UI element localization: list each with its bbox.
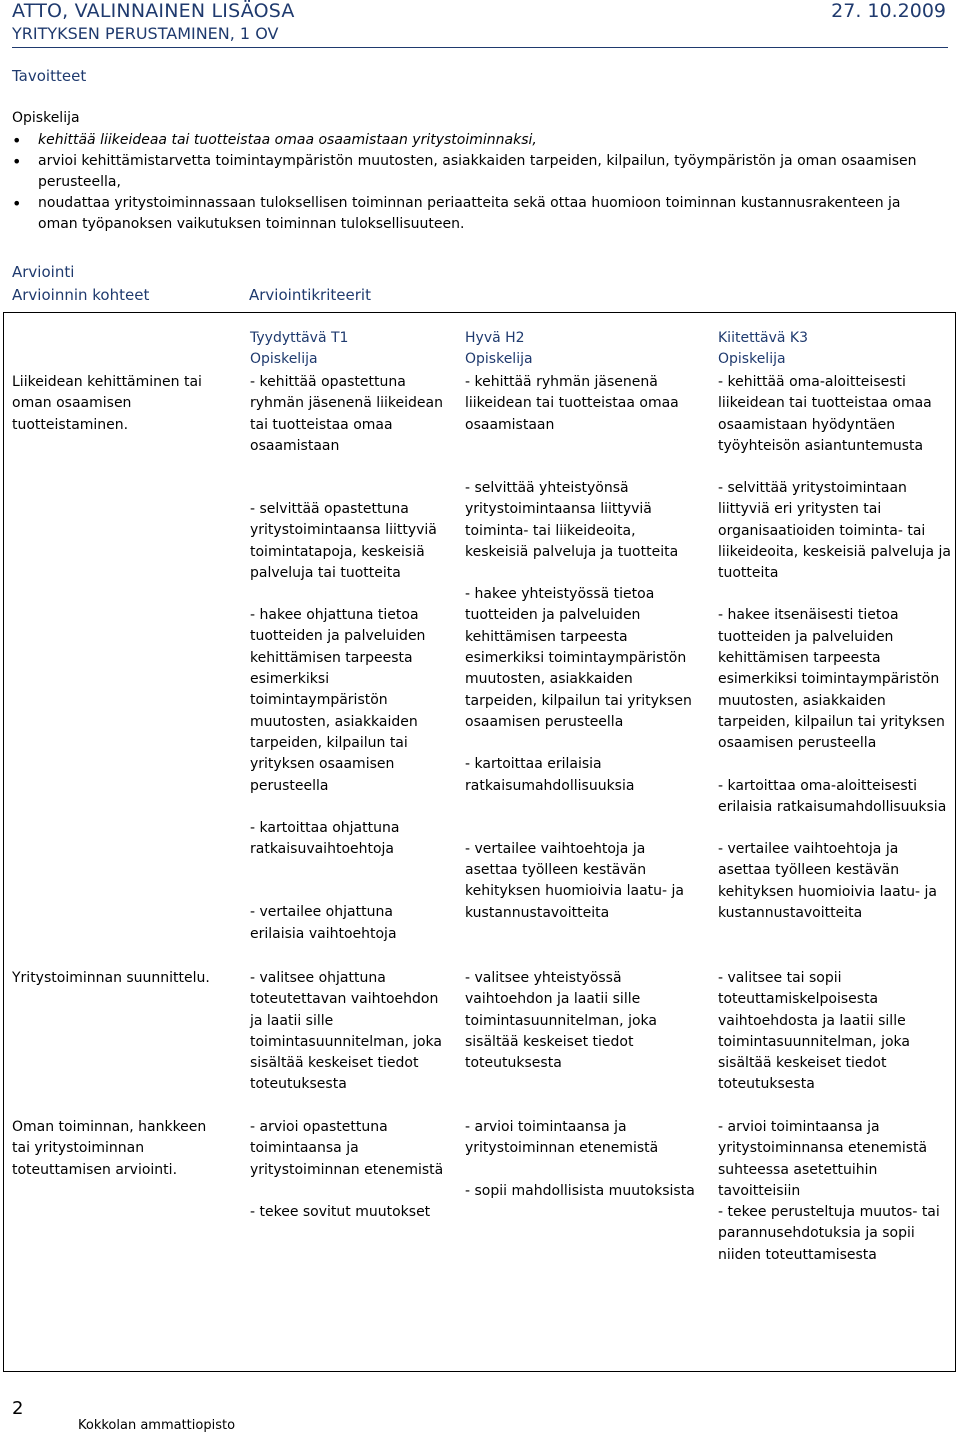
criterion: - selvittää opastettuna yritystoimintaansa liittyviä toimintatapoja, keskeisiä palveluja tai tuotteita	[250, 501, 437, 581]
goals-subject: Opiskelija	[12, 110, 80, 126]
criterion: - kehittää opastettuna ryhmän jäsenenä liikeidean tai tuotteistaa omaa osaamistaan	[250, 374, 443, 454]
criterion: - selvittää yhteistyönsä yritystoimintaansa liittyviä toiminta- tai liikeideoita, keskeisiä palveluja ja tuotteita	[465, 480, 679, 560]
header-rule	[12, 47, 948, 48]
criterion: - vertailee vaihtoehtoja ja asettaa työlleen kestävän kehityksen huomioivia laatu- ja kustannustavoitteita	[718, 841, 937, 922]
row-t1-criteria	[250, 372, 450, 457]
row-k3-criteria	[718, 1117, 950, 1266]
goals-list	[4, 130, 934, 235]
row-target: Oman toiminnan, hankkeen tai yritystoiminnan toteuttamisen arviointi.	[12, 1119, 207, 1178]
footer-organization: Kokkolan ammattiopisto	[78, 1418, 236, 1433]
criterion: - kartoittaa ohjattuna ratkaisuvaihtoehtoja	[250, 819, 400, 858]
row-k3-criteria	[718, 968, 923, 1096]
criterion: - kehittää oma-aloitteisesti liikeidean tai tuotteistaa omaa osaamistaan hyödyntäen työyhteisön asiantuntemusta	[718, 374, 932, 454]
criterion: - tekee perusteltuja muutos- tai parannusehdotuksia ja sopii niiden toteuttamisesta	[718, 1204, 940, 1263]
level-subject: Opiskelija	[465, 351, 533, 368]
level-h2-header	[465, 328, 705, 371]
criterion: - selvittää yritystoimintaan liittyviä eri yritysten tai organisaatioiden toiminta- tai liikeideoita, keskeisiä palveluja ja tuotteita	[718, 480, 951, 582]
criterion: - hakee itsenäisesti tietoa tuotteiden ja palveluiden kehittämisen tarpeesta esimerkiksi toimintaympäristön muutosten, asiakkaiden tarpeiden, kilpailun tai yrityksen osaamisen perusteella	[718, 607, 945, 752]
row-t1-criteria	[250, 499, 450, 945]
row-k3-criteria	[718, 372, 950, 457]
criterion: - hakee yhteistyössä tietoa tuotteiden ja palveluiden kehittämisen tarpeesta esimerkiksi toimintaympäristön muutosten, asiakkaiden tarpeiden, kilpailun tai yrityksen osaamisen perusteella	[465, 586, 692, 730]
row-h2-criteria	[465, 372, 695, 436]
row-h2-criteria	[465, 1117, 705, 1202]
level-name: Hyvä H2	[465, 330, 525, 346]
col-targets-heading: Arvioinnin kohteet	[12, 286, 150, 304]
criterion: - kehittää ryhmän jäsenenä liikeidean tai tuotteistaa omaa osaamistaan	[465, 374, 679, 433]
criterion: - vertailee ohjattuna erilaisia vaihtoehtoja	[250, 904, 397, 942]
document-title: ATTO, VALINNAINEN LISÄOSA	[12, 0, 295, 22]
row-k3-criteria	[718, 478, 953, 924]
row-t1-criteria	[250, 1117, 450, 1223]
row-h2-criteria	[465, 968, 670, 1074]
criterion: - tekee sovitut muutokset	[250, 1203, 431, 1220]
criterion: - valitsee tai sopii toteuttamiskelpoisesta vaihtoehdosta ja laatii sille toimintasuunnitelman, joka sisältää keskeiset tiedot toteutuksesta	[718, 970, 910, 1093]
criterion: - kartoittaa erilaisia ratkaisumahdollisuuksia	[465, 756, 635, 794]
row-target: Liikeidean kehittäminen tai oman osaamisen tuotteistaminen.	[12, 374, 202, 433]
criterion: - arvioi toimintaansa ja yritystoiminnansa etenemistä suhteessa asetettuihin tavoitteisiin	[718, 1119, 928, 1199]
level-subject: Opiskelija	[718, 351, 786, 368]
document-subtitle: YRITYKSEN PERUSTAMINEN, 1 OV	[12, 24, 279, 43]
row-target: Yritystoiminnan suunnittelu.	[12, 970, 210, 986]
criterion: - arvioi opastettuna toimintaansa ja yritystoiminnan etenemistä	[250, 1119, 444, 1178]
row-t1-criteria	[250, 968, 450, 1096]
document-date: 27. 10.2009	[831, 0, 946, 22]
goal-item: • noudattaa yritystoiminnassaan tuloksellisen toiminnan periaatteita sekä ottaa huomioon toiminnan kustannusrakenteen ja oman työpanoksen vaikutuksen toiminnan tuloksellisuuteen.	[4, 193, 934, 235]
criterion: - kartoittaa oma-aloitteisesti erilaisia ratkaisumahdollisuuksia	[718, 777, 947, 815]
level-t1-header	[250, 328, 455, 371]
level-name: Kiitettävä K3	[718, 330, 809, 346]
level-name: Tyydyttävä T1	[250, 330, 349, 346]
assessment-heading: Arviointi	[12, 263, 75, 281]
goal-item: • arvioi kehittämistarvetta toimintaympäristön muutosten, asiakkaiden tarpeiden, kilpailun, työympäristön ja oman osaamisen perusteella,	[4, 151, 934, 193]
goal-item: • kehittää liikeideaa tai tuotteistaa omaa osaamistaan yritystoiminnaksi,	[4, 130, 934, 151]
criterion: - arvioi toimintaansa ja yritystoiminnan etenemistä	[465, 1119, 659, 1157]
goals-heading: Tavoitteet	[12, 67, 87, 85]
criterion: - sopii mahdollisista muutoksista	[465, 1182, 695, 1199]
row-h2-criteria	[465, 478, 700, 924]
criterion: - hakee ohjattuna tietoa tuotteiden ja palveluiden kehittämisen tarpeesta esimerkiksi toimintaympäristön muutosten, asiakkaiden tarpeiden, kilpailun tai yrityksen osaamisen perusteella	[250, 607, 426, 794]
level-subject: Opiskelija	[250, 351, 318, 368]
criterion: - vertailee vaihtoehtoja ja asettaa työlleen kestävän kehityksen huomioivia laatu- ja kustannustavoitteita	[465, 840, 684, 921]
criterion: - valitsee ohjattuna toteutettavan vaihtoehdon ja laatii sille toimintasuunnitelman, joka sisältää keskeiset tiedot toteutuksesta	[250, 970, 442, 1093]
page-number: 2	[12, 1398, 24, 1419]
col-criteria-heading: Arviointikriteerit	[249, 286, 371, 304]
criterion: - valitsee yhteistyössä vaihtoehdon ja laatii sille toimintasuunnitelman, joka sisältää keskeiset tiedot toteutuksesta	[465, 970, 657, 1072]
level-k3-header	[718, 328, 953, 371]
